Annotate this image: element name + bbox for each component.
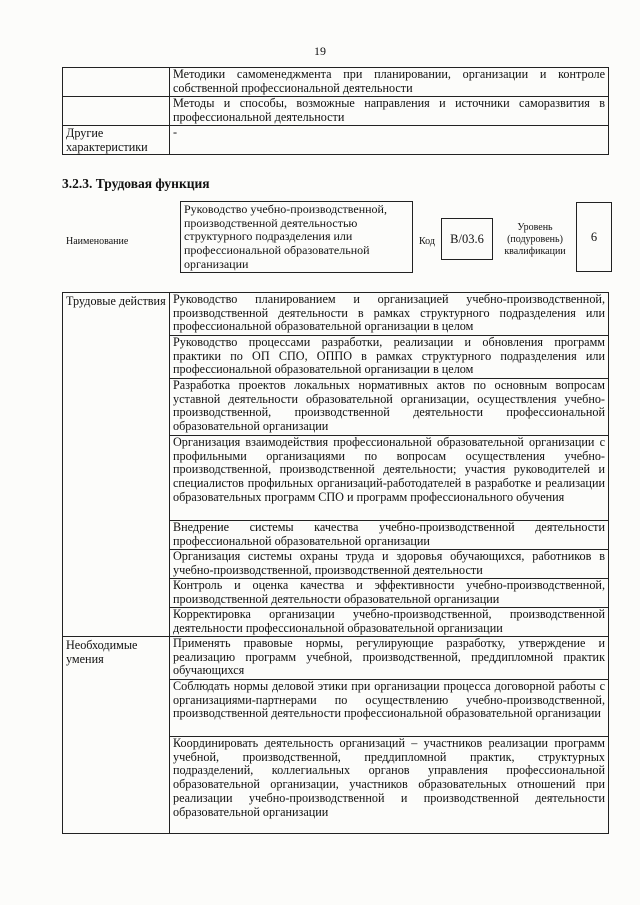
table-row	[63, 68, 609, 97]
list-item: Соблюдать нормы деловой этики при организации процесса договорной работы с организациями-партнерами по осуществлению учебно-производственной, производственной деятельности профессиональной образовательной организации	[170, 680, 609, 737]
function-name-box: Руководство учебно-производственной, производственной деятельностью структурного подразделения или профессиональной образовательной организации	[180, 201, 413, 273]
row-text: Методы и способы, возможные направления и источники саморазвития в профессиональной деятельности	[170, 97, 609, 126]
group-label-actions: Трудовые действия	[63, 293, 170, 637]
list-item: Руководство процессами разработки, реализации и обновления программ практики по ОП СПО, ОППО в рамках структурного подразделения или профессиональной образовательной организации в целом	[170, 336, 609, 379]
top-characteristics-table	[62, 67, 609, 155]
level-label: Уровень (подуровень) квалификации	[504, 222, 566, 257]
row-text: -	[170, 126, 609, 155]
table-row	[63, 126, 609, 155]
list-item: Руководство планированием и организацией учебно-производственной, производственной деятельности в рамках структурного подразделения или профессиональной образовательной организации в целом	[170, 293, 609, 336]
list-item: Координировать деятельность организаций – участников реализации программ учебной, производственной, преддипломной практик, структурных подразделений, коллегиальных органов управления профессиональной образовательной организации, участников образовательных отношений при реализации учебно-производственной и производственной деятельности образовательной организации	[170, 737, 609, 834]
function-detail-table	[62, 292, 609, 834]
table-row	[63, 637, 609, 680]
group-label-skills: Необходимые умения	[63, 637, 170, 834]
page-number: 19	[314, 44, 326, 58]
list-item: Корректировка организации учебно-производственной, производственной деятельности профессиональной образовательной организации	[170, 608, 609, 637]
code-label: Код	[419, 236, 435, 247]
qualification-level-box: 6	[576, 202, 612, 272]
list-item: Применять правовые нормы, регулирующие разработку, утверждение и реализацию программ учебной, производственной, преддипломной практик обучающихся	[170, 637, 609, 680]
name-label: Наименование	[66, 236, 129, 247]
table-row	[63, 293, 609, 336]
row-label	[63, 68, 170, 97]
row-label: Другие характеристики	[63, 126, 170, 155]
list-item: Контроль и оценка качества и эффективности учебно-производственной, производственной деятельности образовательной организации	[170, 579, 609, 608]
function-code-box: В/03.6	[441, 218, 493, 260]
list-item: Организация системы охраны труда и здоровья обучающихся, работников в учебно-производственной, производственной деятельности	[170, 550, 609, 579]
row-label	[63, 97, 170, 126]
list-item: Разработка проектов локальных нормативных актов по основным вопросам уставной деятельности образовательной организации, осуществления учебно-производственной, производственной деятельности профессиональной образовательной организации	[170, 379, 609, 436]
list-item: Организация взаимодействия профессиональной образовательной организации с профильными организациями по вопросам осуществления учебно-производственной, производственной деятельности; участия руководителей и специалистов профильных организаций-работодателей в разработке и реализации образовательных программ СПО и программ профессионального обучения	[170, 436, 609, 521]
row-text: Методики самоменеджмента при планировании, организации и контроле собственной профессиональной деятельности	[170, 68, 609, 97]
list-item: Внедрение системы качества учебно-производственной деятельности профессиональной образовательной организации	[170, 521, 609, 550]
table-row	[63, 97, 609, 126]
section-heading: 3.2.3. Трудовая функция	[62, 176, 210, 191]
